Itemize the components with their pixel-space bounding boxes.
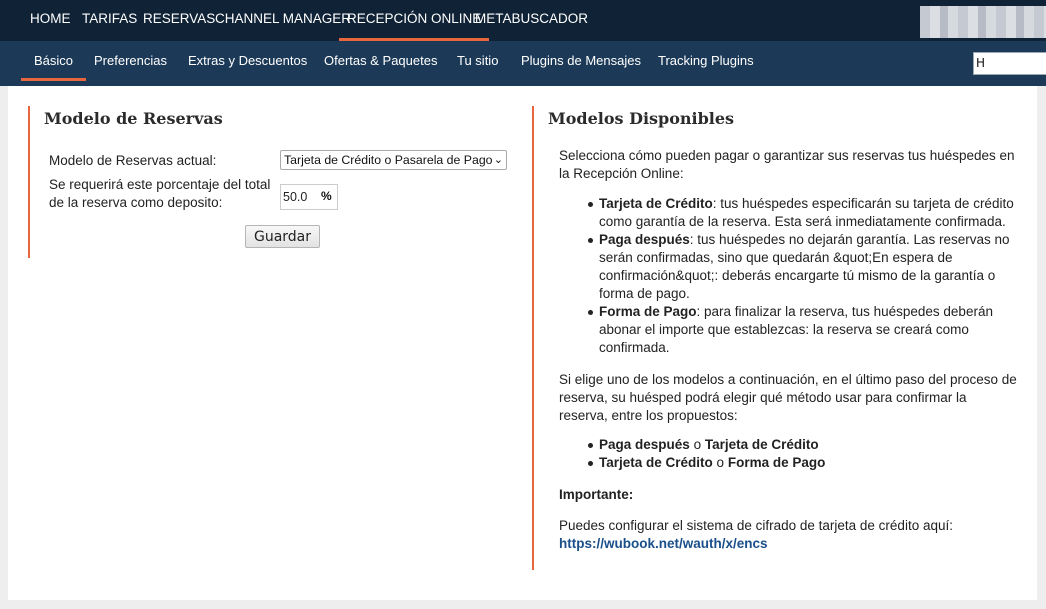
- available-models-title: Modelos Disponibles: [548, 109, 735, 128]
- topnav-tarifas[interactable]: TARIFAS: [82, 11, 138, 26]
- intro-line-2: la Recepción Online:: [559, 166, 684, 181]
- combos-intro: [559, 371, 1019, 425]
- reservation-model-panel: [28, 106, 513, 258]
- available-models-panel: [532, 106, 1022, 570]
- subnav-extras-descuentos[interactable]: Extras y Descuentos: [188, 53, 308, 68]
- combos-list: [599, 436, 1019, 472]
- topnav-channel-manager[interactable]: CHANNEL MANAGER: [215, 11, 352, 26]
- combo-separator: o: [693, 437, 702, 452]
- subnav-plugins-mensajes[interactable]: Plugins de Mensajes: [521, 53, 641, 68]
- deposit-label-line2: de la reserva como deposito:: [49, 195, 223, 210]
- topnav-home[interactable]: HOME: [30, 11, 71, 26]
- model-desc-line: serán confirmadas, sino que quedarán &quot;En espera de: [599, 250, 953, 265]
- model-desc-line: : tus huéspedes no dejarán garantía. Las reservas no: [689, 232, 1010, 247]
- list-item: [599, 231, 1019, 303]
- models-list: [599, 195, 1019, 357]
- combo-option: Tarjeta de Crédito: [704, 437, 819, 452]
- deposit-label-line1: Se requerirá este porcentaje del total: [49, 177, 271, 192]
- deposit-field: [280, 184, 338, 210]
- intro-line-1: Selecciona cómo pueden pagar o garantizar sus reservas tus huéspedes en: [559, 148, 1015, 163]
- model-name: Paga después: [599, 232, 690, 247]
- topnav-reservas[interactable]: RESERVAS: [143, 11, 216, 26]
- list-item: [599, 303, 1019, 357]
- model-desc-line: forma de pago.: [599, 286, 690, 301]
- list-item: [599, 454, 1019, 472]
- combo-option: Forma de Pago: [727, 455, 826, 470]
- config-text: Puedes configurar el sistema de cifrado de tarjeta de crédito aquí:: [559, 518, 953, 533]
- model-select[interactable]: [280, 150, 507, 170]
- combo-option: Paga después: [599, 437, 690, 452]
- combo-separator: o: [716, 455, 725, 470]
- deposit-input[interactable]: [283, 188, 317, 206]
- model-name: Forma de Pago: [599, 304, 697, 319]
- list-item: [599, 195, 1019, 231]
- model-desc-line: : para finalizar la reserva, tus huéspedes deberán: [696, 304, 993, 319]
- sub-navigation: [0, 41, 1046, 86]
- subnav-basico[interactable]: Básico: [21, 41, 86, 81]
- important-heading: Importante:: [559, 487, 634, 502]
- save-button[interactable]: Guardar: [245, 225, 320, 248]
- search-input[interactable]: H: [973, 52, 1046, 75]
- content-card: [8, 86, 1037, 600]
- subnav-preferencias[interactable]: Preferencias: [94, 53, 167, 68]
- model-label: Modelo de Reservas actual:: [49, 153, 217, 168]
- combos-intro-line: reserva, su huésped podrá elegir qué método usar para confirmar la: [559, 390, 967, 405]
- encryption-config-link[interactable]: https://wubook.net/wauth/x/encs: [559, 536, 768, 551]
- combo-option: Tarjeta de Crédito: [599, 455, 713, 470]
- topnav-metabuscador[interactable]: METABUSCADOR: [475, 11, 589, 26]
- subnav-ofertas-paquetes[interactable]: Ofertas & Paquetes: [324, 53, 438, 68]
- top-navigation: [0, 0, 1046, 41]
- model-desc-line: : tus huéspedes especificarán su tarjeta de crédito: [712, 196, 1014, 211]
- reservation-model-title: Modelo de Reservas: [44, 109, 223, 128]
- model-name: Tarjeta de Crédito: [599, 196, 713, 211]
- model-select-value: Tarjeta de Crédito o Pasarela de Pago: [284, 153, 493, 167]
- model-desc-line: confirmada.: [599, 340, 670, 355]
- model-desc-line: confirmación&quot;: deberás encargarte tú mismo de la garantía o: [599, 268, 996, 283]
- combos-intro-line: reserva, entre los propuestos:: [559, 408, 738, 423]
- list-item: [599, 436, 1019, 454]
- subnav-tracking-plugins[interactable]: Tracking Plugins: [658, 53, 754, 68]
- subnav-tu-sitio[interactable]: Tu sitio: [457, 53, 499, 68]
- chevron-down-icon: ⌄: [493, 154, 503, 166]
- model-desc-line: abonar el importe que establezcas: la reserva se creará como: [599, 322, 969, 337]
- combos-intro-line: Si elige uno de los modelos a continuación, en el último paso del proceso de: [559, 372, 1017, 387]
- model-desc-line: como garantía de la reserva. Esta será inmediatamente confirmada.: [599, 214, 1006, 229]
- deposit-unit: %: [321, 189, 332, 203]
- account-menu-blurred[interactable]: [920, 6, 1046, 38]
- intro-text: [559, 147, 1019, 183]
- topnav-recepcion-online[interactable]: RECEPCIÓN ONLINE: [339, 0, 489, 41]
